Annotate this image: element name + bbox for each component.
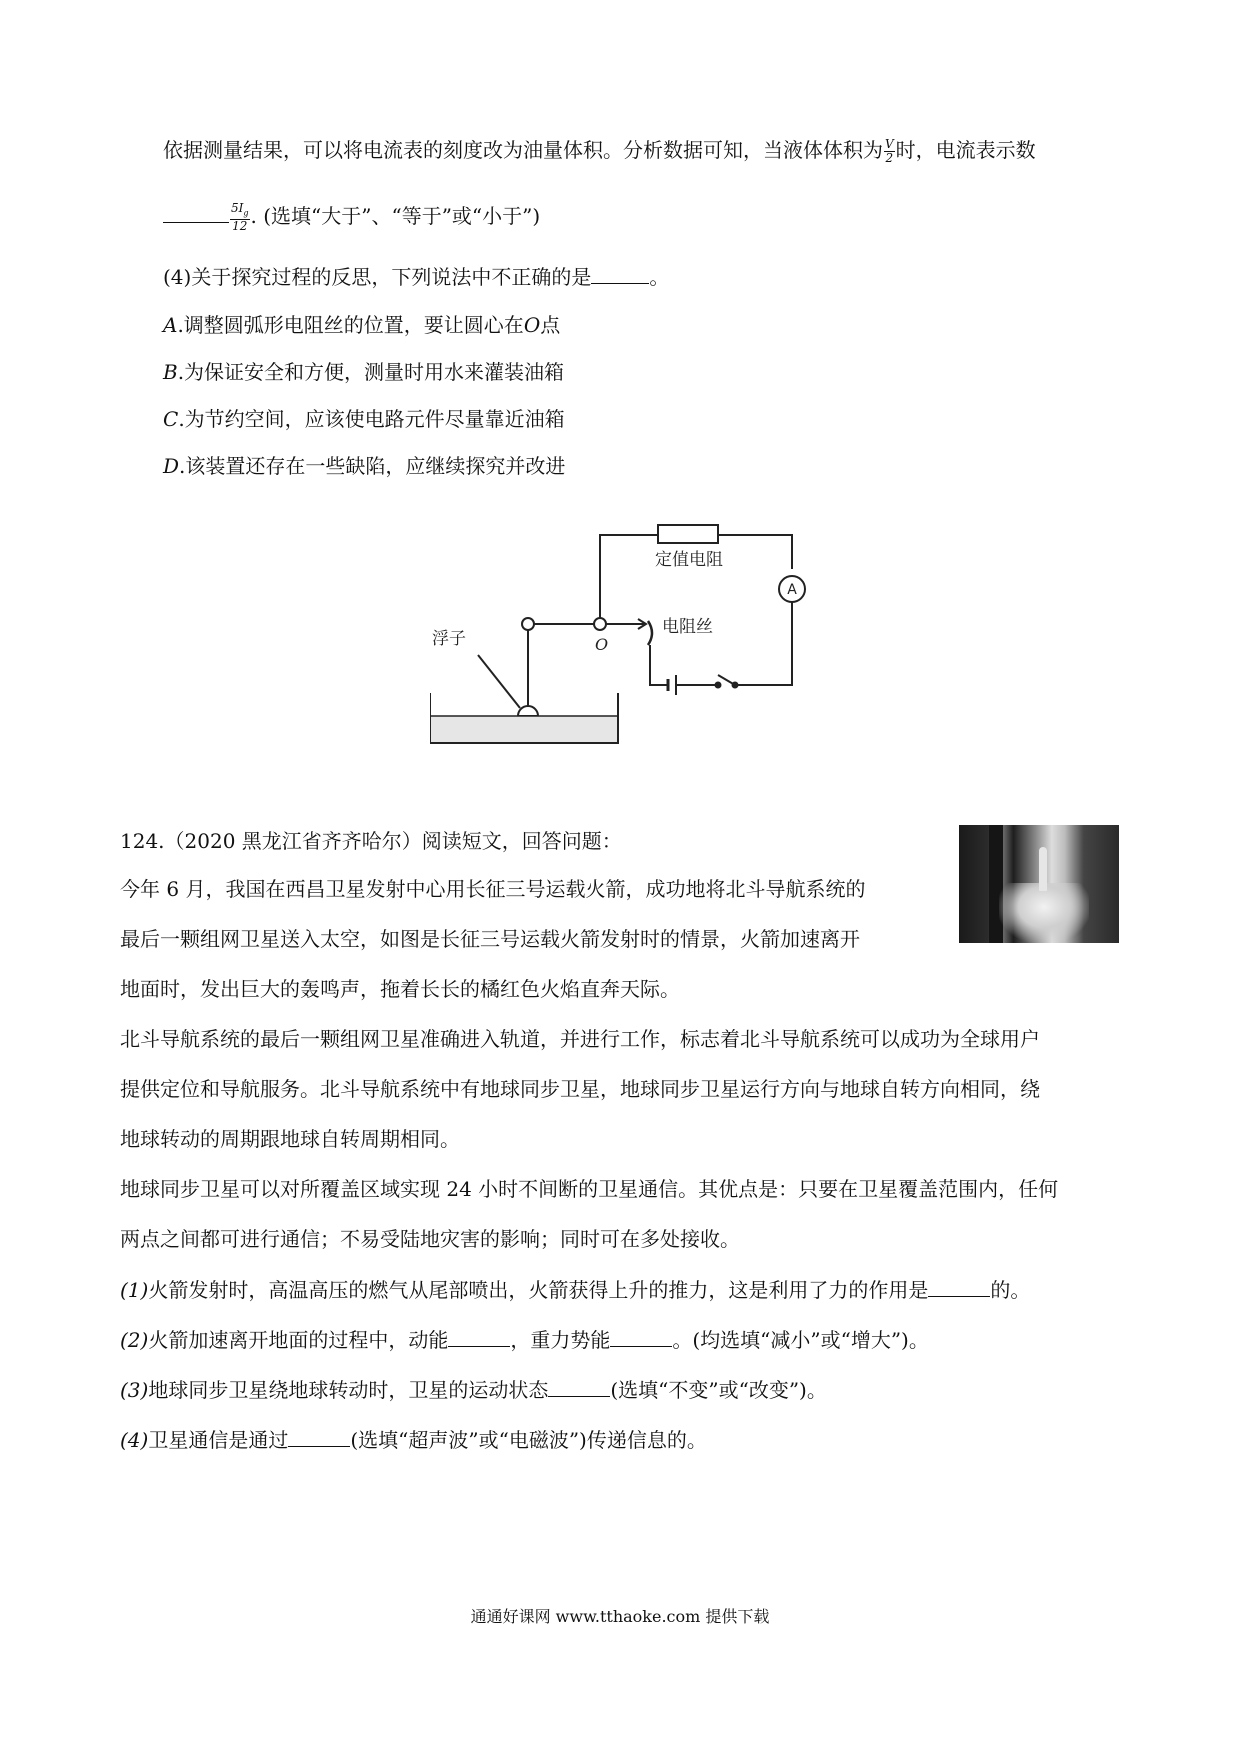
sub-question-1: (1)火箭发射时，高温高压的燃气从尾部喷出，火箭获得上升的推力，这是利用了力的作用是 的。	[120, 1278, 1031, 1302]
paragraph-1-line-3: 地面时，发出巨大的轰鸣声，拖着长长的橘红色火焰直奔天际。	[120, 977, 680, 1001]
rocket-launch-photo	[959, 825, 1119, 943]
float-icon	[518, 706, 538, 716]
circuit-wire	[735, 602, 792, 685]
oil-gauge-circuit-diagram	[430, 515, 810, 745]
option-b: B.为保证安全和方便，测量时用水来灌装油箱	[163, 360, 565, 384]
sub-question-4: (4)卫星通信是通过 (选填“超声波”或“电磁波”)传递信息的。	[120, 1428, 707, 1452]
pivot-o-icon	[594, 618, 606, 630]
arc-resistance-wire	[648, 621, 652, 645]
paragraph-1-line-2: 最后一颗组网卫星送入太空，如图是长征三号运载火箭发射时的情景，火箭加速离开	[120, 927, 860, 951]
text-line-2: $\frac{5I_g}{12}$ . (选填“大于”、“等于”或“小于”)	[163, 202, 540, 233]
text-line-1: 依据测量结果，可以将电流表的刻度改为油量体积。分析数据可知，当液体体积为 $\frac{V}{2}$ 时，电流表示数	[163, 137, 1036, 165]
paragraph-2-line-3: 地球转动的周期跟地球自转周期相同。	[120, 1127, 460, 1151]
paragraph-1-line-1: 今年 6 月，我国在西昌卫星发射中心用长征三号运载火箭，成功地将北斗导航系统的	[120, 877, 866, 901]
pivot-o-label: O	[595, 635, 609, 654]
option-c: C.为节约空间，应该使电路元件尽量靠近油箱	[163, 407, 565, 431]
fixed-resistor-icon	[658, 525, 718, 543]
sub-question-3: (3)地球同步卫星绕地球转动时，卫星的运动状态 (选填“不变”或“改变”)。	[120, 1378, 827, 1402]
question-124-heading: 124.（2020 黑龙江省齐齐哈尔）阅读短文，回答问题：	[120, 829, 622, 853]
page-footer: 通通好课网 www.tthaoke.com 提供下载	[470, 1607, 770, 1626]
circuit-wire	[718, 535, 792, 569]
option-d: D.该装置还存在一些缺陷，应继续探究并改进	[163, 454, 566, 478]
answer-blank[interactable]	[548, 1378, 610, 1397]
answer-blank[interactable]	[163, 204, 229, 223]
sub-question-2: (2)火箭加速离开地面的过程中，动能 ，重力势能 。(均选填“减小”或“增大”)。	[120, 1328, 929, 1352]
circuit-wire	[600, 535, 658, 624]
paragraph-2-line-1: 北斗导航系统的最后一颗组网卫星准确进入轨道，并进行工作，标志着北斗导航系统可以成功为全球用户	[120, 1027, 1040, 1051]
fraction-5ig-over-12: $\frac{5I_g}{12}$	[231, 201, 249, 234]
fixed-resistor-label: 定值电阻	[655, 550, 723, 570]
paragraph-2-line-2: 提供定位和导航服务。北斗导航系统中有地球同步卫星，地球同步卫星运行方向与地球自转方向相同，绕	[120, 1077, 1040, 1101]
question-4: (4)关于探究过程的反思，下列说法中不正确的是 。	[163, 265, 670, 289]
ammeter-label: A	[787, 582, 797, 598]
resistance-wire-label: 电阻丝	[662, 617, 713, 637]
float-label: 浮子	[432, 629, 466, 649]
paragraph-3-line-2: 两点之间都可进行通信；不易受陆地灾害的影响；同时可在多处接收。	[120, 1227, 740, 1251]
answer-blank[interactable]	[928, 1278, 990, 1297]
fraction-v-over-2: $\frac{V}{2}$	[885, 137, 894, 165]
option-a: A.调整圆弧形电阻丝的位置，要让圆心在O点	[163, 313, 561, 337]
paragraph-3-line-1: 地球同步卫星可以对所覆盖区域实现 24 小时不间断的卫星通信。其优点是：只要在卫星覆盖范围内，任何	[120, 1177, 1059, 1201]
answer-blank[interactable]	[288, 1428, 350, 1447]
answer-blank[interactable]	[610, 1328, 672, 1347]
answer-blank[interactable]	[591, 265, 649, 284]
answer-blank[interactable]	[448, 1328, 510, 1347]
